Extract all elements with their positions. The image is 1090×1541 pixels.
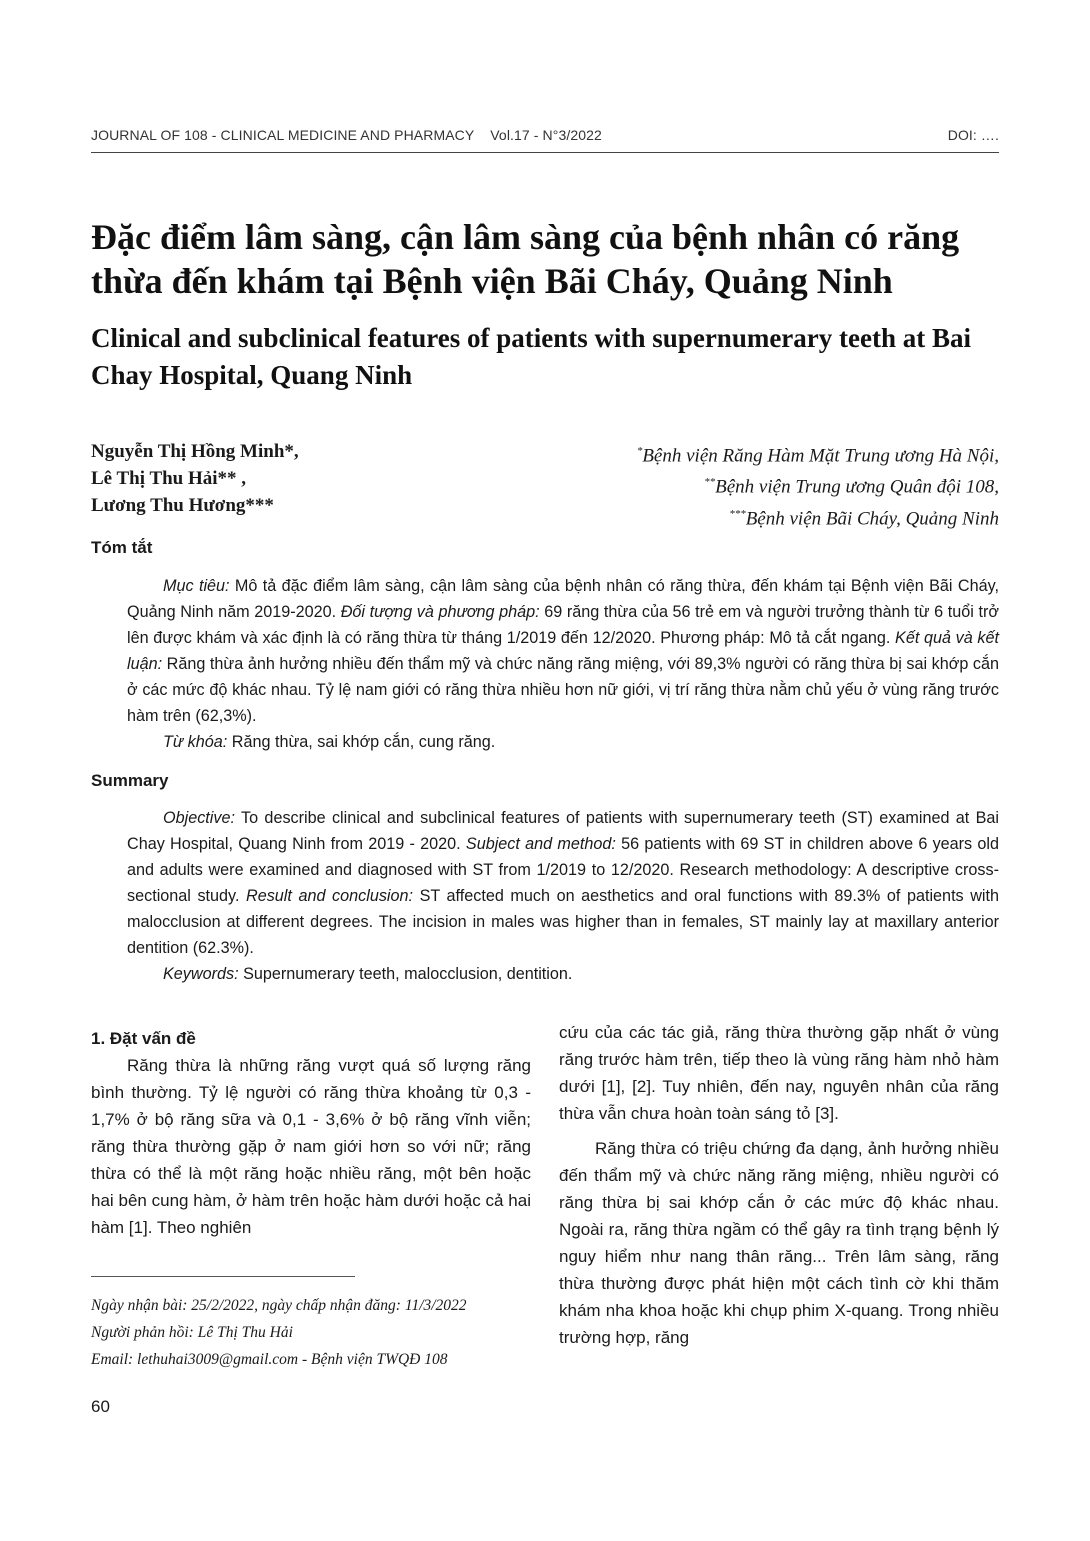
section-title: 1. Đặt vấn đề	[91, 1029, 196, 1048]
footnote-correspondent: Người phản hồi: Lê Thị Thu Hải	[91, 1324, 293, 1341]
body-column-left	[91, 1025, 531, 1241]
affiliation: **Bệnh viện Trung ương Quân đội 108,	[704, 476, 999, 498]
body-paragraph: cứu của các tác giả, răng thừa thường gặp nhất ở vùng răng trước hàm trên, tiếp theo là vùng răng hàm nhỏ hàm dưới [1], [2]. Tuy nhiên, đến nay, nguyên nhân của răng thừa vẫn chưa hoàn toàn sáng tỏ [3].	[559, 1023, 999, 1123]
abstract-en-body: Objective: To describe clinical and subclinical features of patients with supernumerary teeth (ST) examined at Bai Chay Hospital, Quang Ninh from 2019 - 2020. Subject and method: 56 patients with 69 ST in children above 6 years old and adults were examined and diagnosed with ST from 1/2019 to 12/2020. Research methodology: A descriptive cross-sectional study. Result and conclusion: ST affected much on aesthetics and oral functions with 89.3% of patients with malocclusion at different degrees. The incision in males was higher than in females, ST mainly lay at maxillary anterior dentition (62.3%).	[127, 809, 1000, 957]
abstract-vi-keywords: Từ khóa: Răng thừa, sai khớp cắn, cung răng.	[163, 733, 496, 751]
author: Lương Thu Hương***	[91, 495, 274, 516]
journal-page	[91, 0, 999, 1541]
journal-volume: Vol.17 - N°3/2022	[490, 127, 602, 143]
journal-info	[91, 127, 602, 143]
footnote-rule	[91, 1276, 355, 1277]
title-english: Clinical and subclinical features of patients with supernumerary teeth at Bai Chay Hospital, Quang Ninh	[91, 323, 971, 390]
footnote-email: Email: lethuhai3009@gmail.com - Bệnh viện TWQĐ 108	[91, 1351, 448, 1368]
footnotes	[91, 1292, 531, 1373]
affiliation-list	[479, 438, 999, 532]
affiliation: ***Bệnh viện Bãi Cháy, Quảng Ninh	[729, 507, 999, 529]
abstract-vietnamese	[127, 573, 999, 755]
title-vietnamese: Đặc điểm lâm sàng, cận lâm sàng của bệnh nhân có răng thừa đến khám tại Bệnh viện Bãi Cháy, Quảng Ninh	[91, 217, 960, 301]
header-rule	[91, 152, 999, 153]
journal-name: JOURNAL OF 108 - CLINICAL MEDICINE AND PHARMACY	[91, 127, 475, 143]
abstract-vi-heading: Tóm tắt	[91, 538, 153, 557]
author: Lê Thị Thu Hải** ,	[91, 468, 247, 489]
doi: DOI: ….	[947, 127, 999, 143]
body-paragraph: Răng thừa là những răng vượt quá số lượng răng bình thường. Tỷ lệ người có răng thừa khoảng từ 0,3 - 1,7% ở bộ răng sữa và 0,1 - 3,6% ở bộ răng vĩnh viễn; răng thừa thường gặp ở nam giới hơn so với nữ; răng thừa có thể là một răng hoặc nhiều răng, một bên hoặc hai bên cung hàm, ở hàm trên hoặc hàm dưới hoặc cả hai hàm [1]. Theo nghiên	[91, 1056, 531, 1237]
abstract-vi-body: Mục tiêu: Mô tả đặc điểm lâm sàng, cận lâm sàng của bệnh nhân có răng thừa, đến khám tại Bệnh viện Bãi Cháy, Quảng Ninh năm 2019-2020. Đối tượng và phương pháp: 69 răng thừa của 56 trẻ em và người trưởng thành từ 6 tuổi trở lên được khám và xác định là có răng thừa từ tháng 1/2019 đến 12/2020. Phương pháp: Mô tả cắt ngang. Kết quả và kết luận: Răng thừa ảnh hưởng nhiều đến thẩm mỹ và chức năng răng miệng, với 89,3% người có răng thừa bị sai khớp cắn ở các mức độ khác nhau. Tỷ lệ nam giới có răng thừa nhiều hơn nữ giới, vị trí răng thừa nằm chủ yếu ở vùng răng trước hàm trên (62,3%).	[127, 577, 999, 725]
body-column-right	[559, 1019, 999, 1351]
page-number: 60	[91, 1397, 110, 1416]
affiliation: *Bệnh viện Răng Hàm Mặt Trung ương Hà Nội,	[636, 445, 999, 467]
abstract-en-keywords: Keywords: Supernumerary teeth, malocclusion, dentition.	[163, 965, 573, 983]
footnote-dates: Ngày nhận bài: 25/2/2022, ngày chấp nhận đăng: 11/3/2022	[91, 1297, 467, 1314]
abstract-en-heading: Summary	[91, 771, 169, 790]
abstract-english	[127, 805, 999, 987]
author: Nguyễn Thị Hồng Minh*,	[91, 441, 299, 462]
author-list	[91, 438, 531, 519]
body-paragraph: Răng thừa có triệu chứng đa dạng, ảnh hưởng nhiều đến thẩm mỹ và chức năng răng miệng, nhiều người có răng thừa bị sai khớp cắn ở các mức độ khác nhau. Ngoài ra, răng thừa ngầm có thể gây ra tình trạng bệnh lý nguy hiểm như nang thân răng... Trên lâm sàng, răng thừa thường được phát hiện một cách tình cờ khi thăm khám nha khoa hoặc khi chụp phim X-quang. Trong nhiều trường hợp, răng	[559, 1139, 999, 1347]
